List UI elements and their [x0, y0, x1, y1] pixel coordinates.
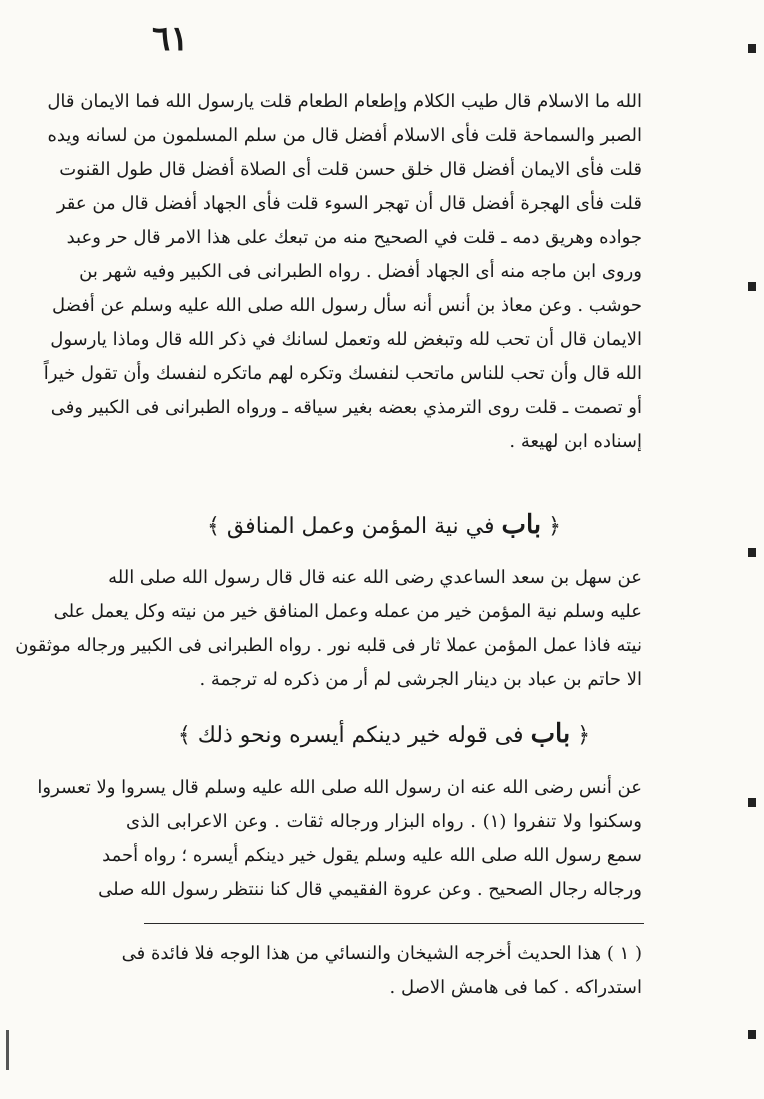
body-paragraph-2	[15, 561, 642, 697]
scan-edge-mark	[6, 1030, 9, 1070]
heading-bab: باب	[501, 510, 542, 540]
text-line: قلت فأى الهجرة أفضل قال أن تهجر السوء قلت فأى الجهاد أفضل قال من عقر	[56, 193, 642, 214]
footnote-line: ( ١ ) هذا الحديث أخرجه الشيخان والنسائي من هذا الوجه فلا فائدة فى	[121, 943, 642, 964]
scan-edge-mark	[748, 798, 756, 807]
footnote	[121, 937, 642, 1005]
heading-title: فى قوله خير دينكم أيسره ونحو ذلك	[197, 723, 524, 748]
heading-bab: باب	[530, 719, 571, 749]
text-line: الله ما الاسلام قال طيب الكلام وإطعام الطعام قلت يارسول الله فما الايمان قال	[47, 91, 642, 112]
text-line: عن أنس رضى الله عنه ان رسول الله صلى الله عليه وسلم قال يسروا ولا تعسروا	[37, 777, 642, 798]
scan-edge-mark	[748, 282, 756, 291]
text-line: الايمان قال أن تحب لله وتبغض لله وتعمل لسانك في ذكر الله قال وماذا يارسول	[50, 329, 642, 350]
text-line: وسكنوا ولا تنفروا (١) . رواه البزار ورجاله ثقات . وعن الاعرابى الذى	[126, 811, 643, 832]
text-line: حوشب . وعن معاذ بن أنس أنه سأل رسول الله صلى الله عليه وسلم عن أفضل	[51, 295, 642, 316]
text-line: ورجاله رجال الصحيح . وعن عروة الفقيمي قال كنا ننتظر رسول الله صلى	[98, 879, 642, 900]
footnote-line: استدراكه . كما فى هامش الاصل .	[389, 977, 642, 998]
section-heading-1	[126, 508, 642, 544]
text-line: الا حاتم بن عباد بن دينار الجرشى لم أر من ذكره له ترجمة .	[199, 669, 642, 690]
page-number: ٦١	[152, 19, 189, 59]
ornament-close: ﴾	[177, 723, 191, 748]
footnote-divider	[144, 923, 644, 924]
body-paragraph-3	[37, 771, 643, 907]
ornament-open: ﴿	[577, 723, 591, 748]
text-line: سمع رسول الله صلى الله عليه وسلم يقول خير دينكم أيسره ؛ رواه أحمد	[102, 845, 642, 866]
text-line: قلت فأى الايمان أفضل قال خلق حسن قلت أى الصلاة أفضل قال طول القنوت	[59, 159, 642, 180]
ornament-close: ﴾	[206, 514, 220, 539]
ornament-open: ﴿	[548, 514, 562, 539]
heading-title: في نية المؤمن وعمل المنافق	[226, 514, 495, 539]
text-line: جواده وهريق دمه ـ قلت في الصحيح منه من تبعك على هذا الامر قال حر وعبد	[66, 227, 642, 248]
body-paragraph-1	[43, 85, 642, 459]
text-line: الصبر والسماحة قلت فأى الاسلام أفضل قال من سلم المسلمون من لسانه ويده	[47, 125, 642, 146]
scan-edge-mark	[748, 548, 756, 557]
text-line: وروى ابن ماجه منه أى الجهاد أفضل . رواه الطبرانى فى الكبير وفيه شهر بن	[79, 261, 642, 282]
scan-edge-mark	[748, 1030, 756, 1039]
text-line: أو تصمت ـ قلت روى الترمذي بعضه بغير سياقه ـ ورواه الطبرانى فى الكبير وفى	[50, 397, 642, 418]
text-line: الله قال وأن تحب للناس ماتحب لنفسك وتكره لهم ماتكره لنفسك وأن تقول خيراً	[43, 363, 642, 384]
text-line: عليه وسلم نية المؤمن خير من عمله وعمل المنافق خير من نيته وكل يعمل على	[53, 601, 642, 622]
section-heading-2	[126, 717, 642, 753]
text-line: عن سهل بن سعد الساعدي رضى الله عنه قال قال رسول الله صلى الله	[108, 567, 642, 588]
text-line: إسناده ابن لهيعة .	[509, 431, 642, 452]
scan-edge-mark	[748, 44, 756, 53]
text-line: نيته فاذا عمل المؤمن عملا ثار فى قلبه نور . رواه الطبرانى فى الكبير ورجاله موثقون	[15, 635, 642, 656]
